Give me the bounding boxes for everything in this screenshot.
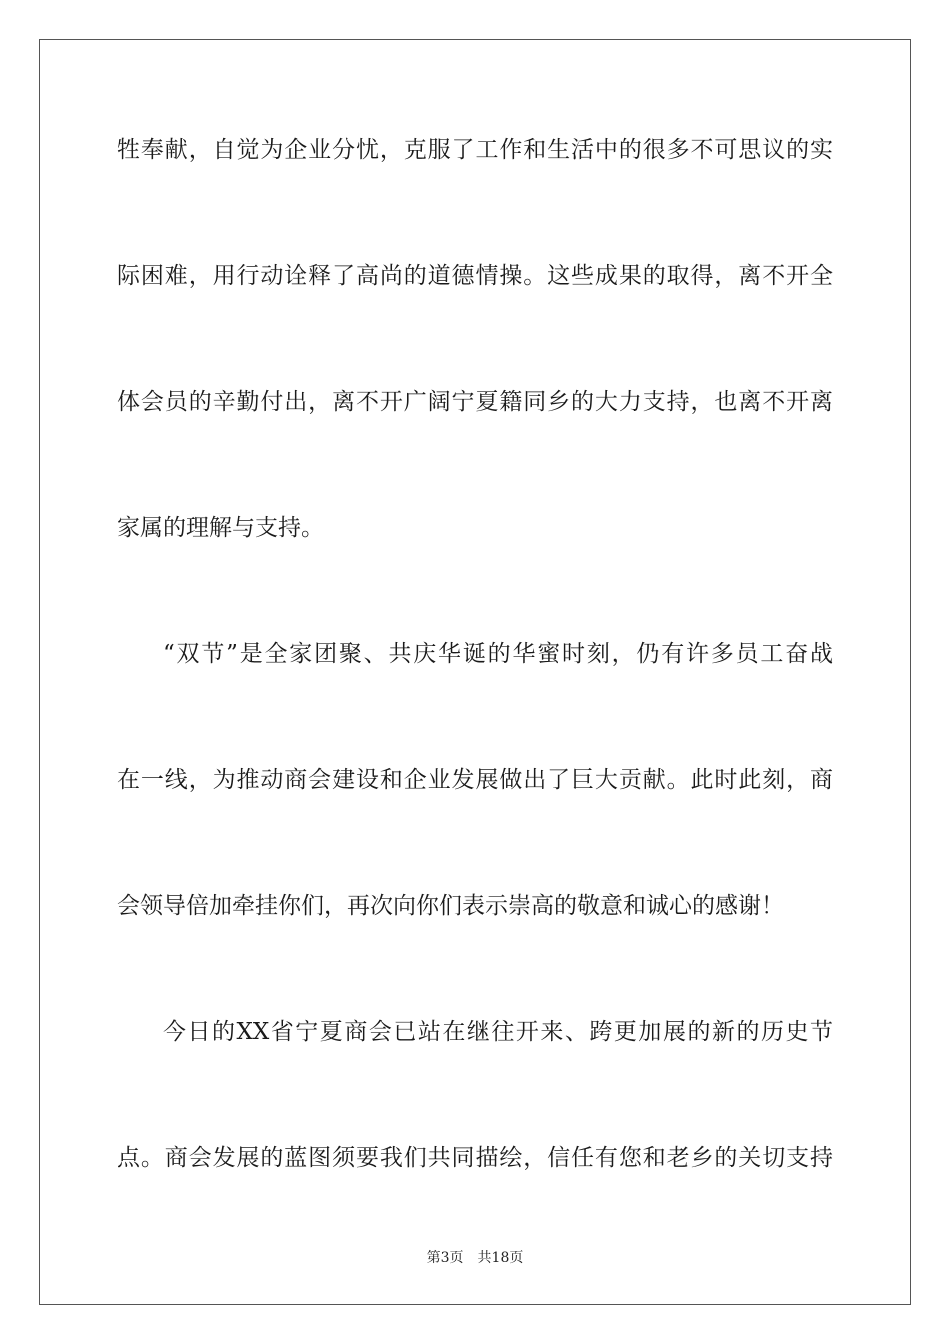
text-line: 际困难，用行动诠释了高尚的道德情操。这些成果的取得，离不开全 [117, 263, 833, 289]
page-total: 共18页 [477, 1250, 524, 1266]
text-line: 牲奉献，自觉为企业分忧，克服了工作和生活中的很多不可思议的实 [117, 137, 833, 163]
text-line: 体会员的辛勤付出，离不开广阔宁夏籍同乡的大力支持，也离不开离 [117, 389, 833, 415]
document-body [117, 120, 833, 1254]
paragraph-start-line: 今日的XX省宁夏商会已站在继往开来、跨更加展的新的历史节 [163, 1019, 833, 1045]
page-footer [0, 1247, 950, 1267]
text-line: 点。商会发展的蓝图须要我们共同描绘，信任有您和老乡的关切支持 [117, 1145, 833, 1171]
page-number: 第3页 [426, 1250, 464, 1266]
text-line: 在一线，为推动商会建设和企业发展做出了巨大贡献。此时此刻，商 [117, 767, 833, 793]
text-line: 会领导倍加牵挂你们，再次向你们表示崇高的敬意和诚心的感谢！ [117, 893, 784, 919]
text-line: 家属的理解与支持。 [117, 515, 324, 541]
paragraph-start-line: “双节”是全家团聚、共庆华诞的华蜜时刻，仍有许多员工奋战 [163, 641, 833, 667]
